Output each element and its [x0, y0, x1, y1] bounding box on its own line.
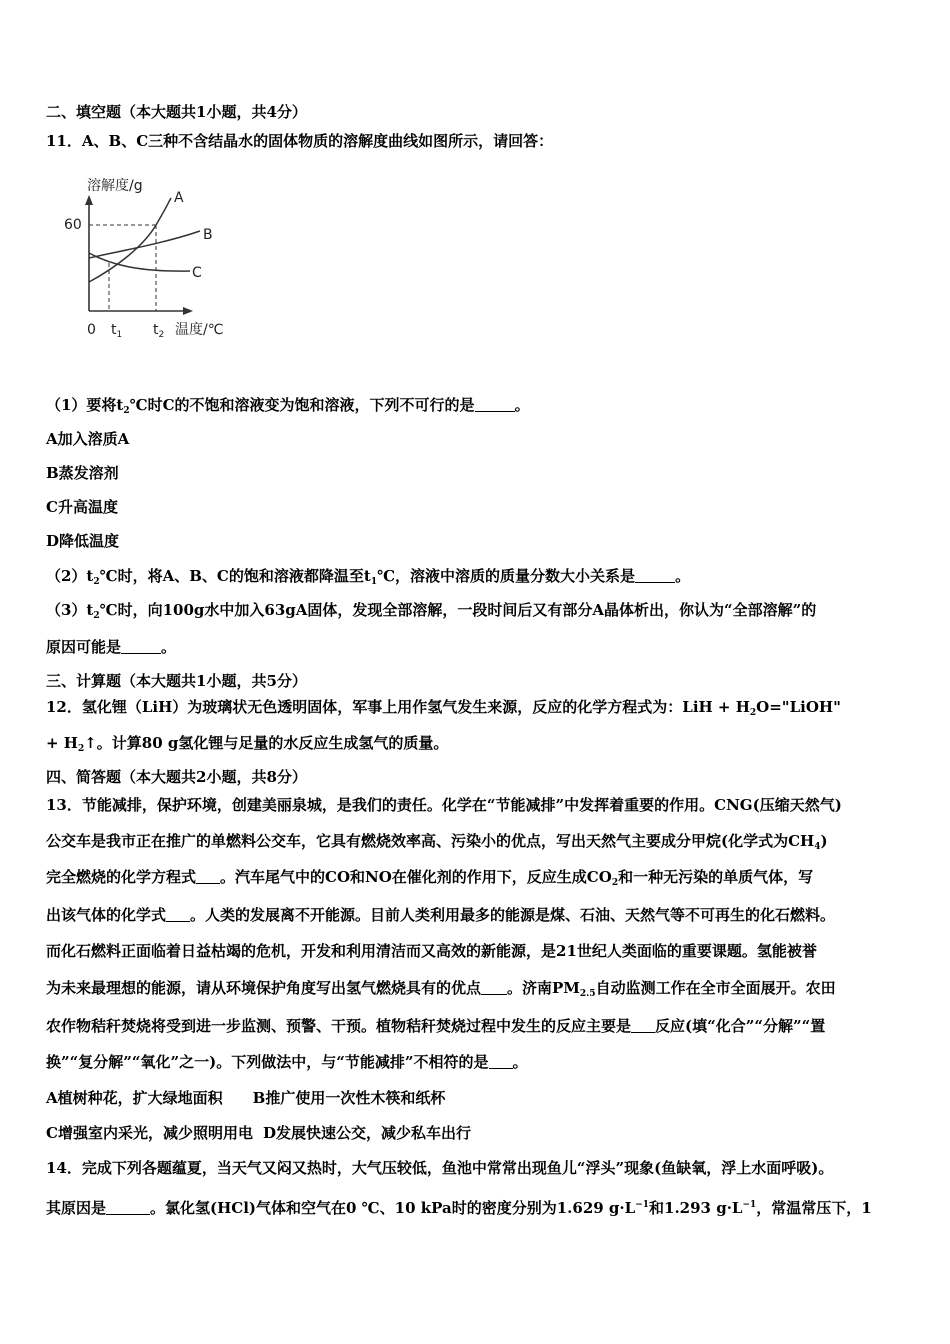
chart-x-label: 温度/℃ — [175, 322, 224, 338]
chart-x-tick-t2: $t_2$ — [153, 322, 165, 340]
section-heading-fill-in: 二、填空题（本大题共1小题，共4分） — [46, 103, 307, 121]
chart-x-tick-t1: $t_1$ — [111, 322, 123, 340]
answer-blank[interactable] — [475, 397, 515, 412]
section-heading-short-answer: 四、简答题（本大题共2小题，共8分） — [46, 768, 307, 786]
section-heading-calc: 三、计算题（本大题共1小题，共5分） — [46, 672, 307, 690]
answer-blank[interactable] — [166, 907, 190, 922]
question-14-line-1: 14．完成下列各题蕴夏，当天气又闷又热时，大气压较低，鱼池中常常出现鱼儿“浮头”现象(鱼缺氧，浮上水面呼吸)。 — [46, 1159, 834, 1177]
question-11-part-3-cont: 原因可能是 。 — [46, 638, 177, 656]
chart-y-tick-60: 60 — [64, 217, 82, 233]
question-11-option-c: C升高温度 — [46, 498, 118, 516]
answer-blank[interactable] — [196, 869, 220, 884]
question-13-line-2: 公交车是我市正在推广的单燃料公交车，它具有燃烧效率高、污染小的优点，写出天然气主要成分甲烷(化学式为$CH_4$) — [46, 832, 828, 852]
chart-curve-c — [89, 253, 190, 271]
question-11-option-b: B蒸发溶剂 — [46, 464, 119, 482]
question-13-line-3: 完全燃烧的化学方程式 。汽车尾气中的CO和NO在催化剂的作用下，反应生成$CO_2$和一种无污染的单质气体，写 — [46, 868, 814, 888]
chart-curve-label-c: C — [192, 265, 202, 281]
chart-origin-label: 0 — [87, 322, 96, 338]
question-14-line-2: 其原因是 。氯化氢(HCl)气体和空气在0 ℃、10 kPa时的密度分别为1.629 $g\cdot L^{-1}$和1.293 $g\cdot L^{-1}$，常温常压下，1 — [46, 1199, 872, 1217]
question-13-line-5: 而化石燃料正面临着日益枯竭的危机，开发和利用清洁而又高效的新能源，是21世纪人类面临的重要课题。氢能被誉 — [46, 942, 817, 960]
answer-blank[interactable] — [489, 1054, 513, 1069]
question-11-part-3: $(3)t_2℃$时，向100g水中加入63gA固体，发现全部溶解，一段时间后又有部分A晶体析出，你认为“全部溶解”的 — [46, 601, 817, 621]
question-12-line-2: + $H_2↑$。计算80 g氢化锂与足量的水反应生成氢气的质量。 — [46, 734, 449, 754]
chart-y-label: 溶解度/g — [87, 178, 143, 194]
question-11-part-2: $(2)t_2℃$时，将A、B、C的饱和溶液都降温至$t_1℃$，溶液中溶质的质量分数大小关系是 。 — [46, 567, 691, 587]
question-13-line-7: 农作物秸秆焚烧将受到进一步监测、预警、干预。植物秸秆焚烧过程中发生的反应主要是 反应(填“化合”“分解”“置 — [46, 1017, 826, 1035]
solubility-chart — [55, 165, 245, 345]
chart-curve-label-b: B — [203, 227, 213, 243]
chart-curve-b — [89, 231, 200, 258]
question-13-line-6: 为未来最理想的能源，请从环境保护角度写出氢气燃烧具有的优点 。济南$PM_{2.5}$自动监测工作在全市全面展开。农田 — [46, 979, 836, 999]
chart-curve-a — [89, 198, 171, 282]
question-13-line-8: 换”“复分解”“氧化”之一)。下列做法中，与“节能减排”不相符的是 。 — [46, 1053, 528, 1071]
question-12-line-1: 12．氢化锂（LiH）为玻璃状无色透明固体，军事上用作氢气发生来源，反应的化学方程式为：LiH + $H_2O="LiOH$" — [46, 698, 841, 718]
answer-blank[interactable] — [635, 568, 675, 583]
answer-blank[interactable] — [481, 980, 507, 995]
answer-blank[interactable] — [106, 1200, 150, 1215]
question-11-part-1: （1）要将$t_2℃$时C的不饱和溶液变为饱和溶液，下列不可行的是 。 — [46, 396, 530, 416]
question-11-option-d: D降低温度 — [46, 532, 120, 550]
question-11-stem: 11．A、B、C三种不含结晶水的固体物质的溶解度曲线如图所示，请回答： — [46, 132, 554, 150]
question-13-options-cd: C增强室内采光，减少照明用电 D发展快速公交，减少私车出行 — [46, 1124, 471, 1142]
answer-blank[interactable] — [631, 1018, 655, 1033]
question-13-line-4: 出该气体的化学式 。人类的发展离不开能源。目前人类利用最多的能源是煤、石油、天然气等不可再生的化石燃料。 — [46, 906, 836, 924]
chart-y-arrow — [85, 195, 93, 205]
question-11-option-a: A加入溶质A — [46, 430, 130, 448]
chart-curve-label-a: A — [174, 190, 184, 206]
answer-blank[interactable] — [121, 639, 161, 654]
question-13-line-1: 13．节能减排，保护环境，创建美丽泉城，是我们的责任。化学在“节能减排”中发挥着重要的作用。CNG(压缩天然气) — [46, 796, 842, 814]
chart-x-arrow — [183, 307, 193, 315]
question-13-options-ab: A植树种花，扩大绿地面积 B推广使用一次性木筷和纸杯 — [46, 1089, 446, 1107]
